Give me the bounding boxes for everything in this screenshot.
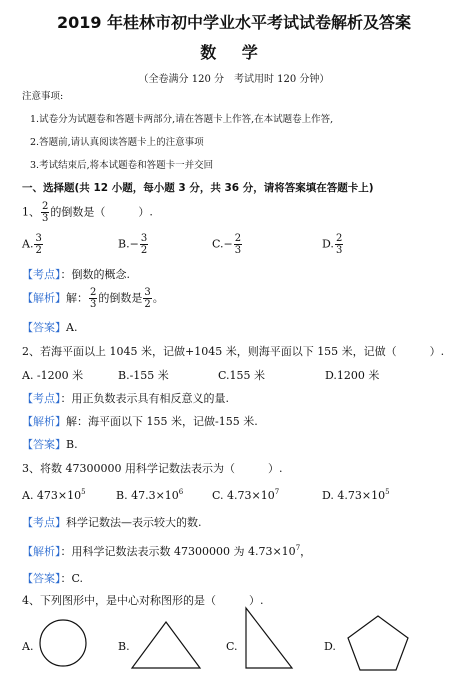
notice-item-2: 2.答题前,请认真阅读答题卡上的注意事项 bbox=[30, 137, 204, 148]
option-c: C.155 米 bbox=[218, 369, 266, 382]
option-a: A. $473\times 10^5$ bbox=[22, 488, 86, 502]
subject-title: 数 学 bbox=[200, 43, 268, 62]
fraction: $\frac{2}{3}$ bbox=[42, 201, 49, 224]
question-1-stem: 1、 $\frac{2}{3}$ 的倒数是（ ）. bbox=[22, 201, 153, 224]
notice-item-3: 3.考试结束后,将本试题卷和答题卡一并交回 bbox=[30, 160, 214, 171]
q3-kaodian: 【考点】科学记数法—表示较大的数. bbox=[22, 516, 202, 529]
question-3-stem: 3、将数 47300000 用科学记数法表示为（ ）. bbox=[22, 462, 283, 475]
q1-jiexi: 【解析】解： $\frac{2}{3}$ 的倒数是 $\frac{3}{2}$ 。 bbox=[22, 287, 164, 310]
q2-kaodian: 【考点】：用正负数表示具有相反意义的量. bbox=[22, 392, 229, 405]
option-b-label: B. bbox=[118, 640, 130, 653]
option-d-label: D. bbox=[324, 640, 336, 653]
right-triangle-icon bbox=[242, 606, 296, 672]
option-b: B.-155 米 bbox=[118, 369, 169, 382]
q3-jiexi: 【解析】：用科学记数法表示数 47300000 为 $4.73\times 10^7$， bbox=[22, 544, 312, 558]
page-title: 2019 年桂林市初中学业水平考试试卷解析及答案 bbox=[56, 13, 412, 32]
option-d: D. $4.73\times 10^5$ bbox=[322, 488, 390, 502]
option-a: A. $\frac{3}{2}$ bbox=[22, 233, 42, 256]
option-b: B. $47.3\times 10^6$ bbox=[116, 488, 184, 502]
q1-answer: 【答案】A. bbox=[22, 321, 78, 334]
q3-answer: 【答案】：C. bbox=[22, 572, 84, 585]
q2-jiexi: 【解析】解：海平面以下 155 米，记做-155 米. bbox=[22, 415, 258, 428]
notice-heading: 注意事项: bbox=[22, 91, 64, 102]
q1-kaodian: 【考点】：倒数的概念. bbox=[22, 268, 130, 281]
section-heading: 一、选择题(共 12 小题，每小题 3 分，共 36 分，请将答案填在答题卡上) bbox=[22, 182, 374, 194]
option-b: B.− $\frac{3}{2}$ bbox=[118, 233, 148, 256]
option-c-label: C. bbox=[226, 640, 238, 653]
q2-answer: 【答案】B. bbox=[22, 438, 78, 451]
option-c: C.− $\frac{2}{3}$ bbox=[212, 233, 242, 256]
option-c: C. $4.73\times 10^7$ bbox=[212, 488, 280, 502]
question-2-stem: 2、若海平面以上 1045 米，记做+1045 米，则海平面以下 155 米，记做（ ）. bbox=[22, 345, 445, 358]
question-4-stem: 4、下列图形中，是中心对称图形的是（ ）. bbox=[22, 594, 264, 607]
option-d: D. $\frac{2}{3}$ bbox=[322, 233, 343, 256]
notice-item-1: 1.试卷分为试题卷和答题卡两部分,请在答题卡上作答,在本试题卷上作答, bbox=[30, 114, 334, 125]
exam-note: （全卷满分 120 分 考试用时 120 分钟） bbox=[138, 74, 330, 85]
option-d: D.1200 米 bbox=[325, 369, 380, 382]
circle-icon bbox=[38, 617, 88, 669]
triangle-icon bbox=[130, 620, 202, 672]
question-number: 1、 bbox=[22, 205, 40, 219]
pentagon-icon bbox=[346, 614, 410, 672]
option-a-label: A. bbox=[22, 640, 34, 653]
option-a: A. -1200 米 bbox=[22, 369, 84, 382]
